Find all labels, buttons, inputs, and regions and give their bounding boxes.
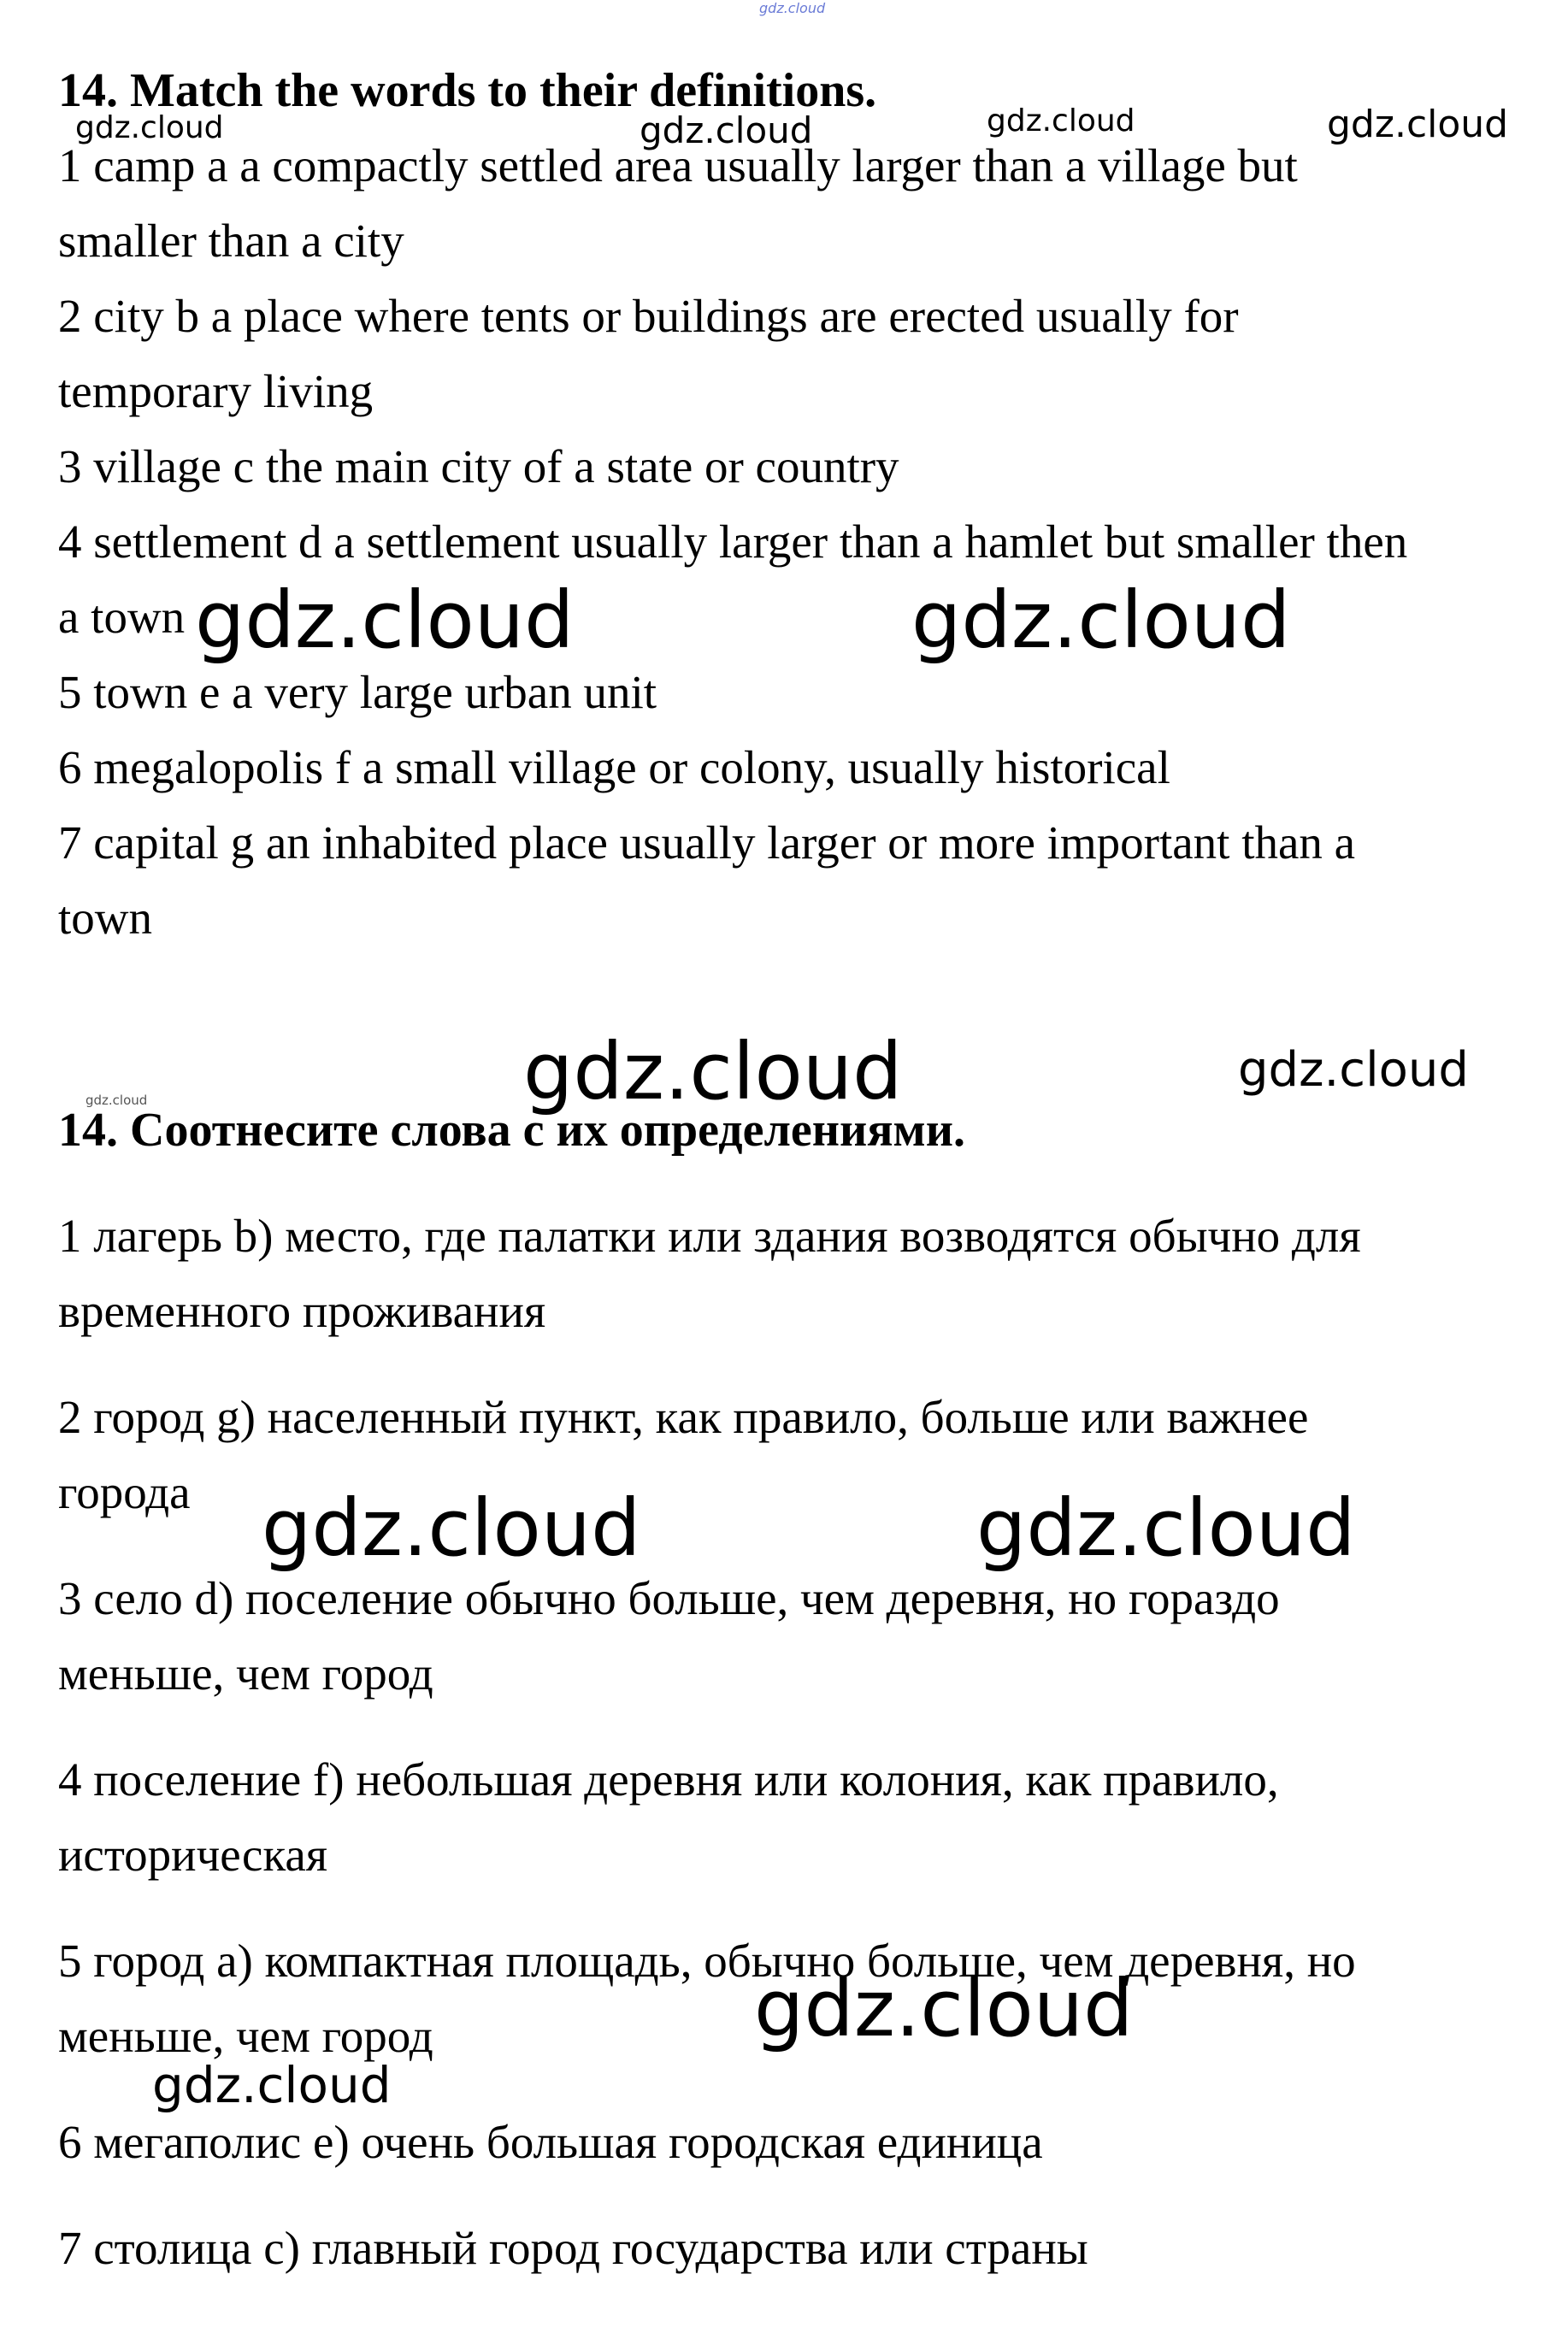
watermark: gdz.cloud bbox=[85, 1093, 148, 1108]
russian-line-11: 6 мегаполис e) очень большая городская единица bbox=[58, 2116, 1043, 2168]
russian-line-2: временного проживания bbox=[58, 1285, 546, 1337]
russian-line-8: историческая bbox=[58, 1829, 328, 1881]
russian-line-9: 5 город a) компактная площадь, обычно больше, чем деревня, но bbox=[58, 1935, 1356, 1987]
russian-line-4: города bbox=[58, 1466, 191, 1518]
watermark: gdz.cloud bbox=[523, 1026, 903, 1117]
watermark: gdz.cloud bbox=[1238, 1042, 1469, 1098]
russian-line-7: 4 поселение f) небольшая деревня или колония, как правило, bbox=[58, 1753, 1279, 1806]
english-line-1: 1 camp a a compactly settled area usually larger than a village but bbox=[58, 139, 1298, 191]
english-line-5: 3 village c the main city of a state or country bbox=[58, 440, 899, 492]
watermark: gdz.cloud bbox=[152, 2056, 392, 2114]
english-line-2: smaller than a city bbox=[58, 215, 404, 267]
russian-line-1: 1 лагерь b) место, где палатки или здания возводятся обычно для bbox=[58, 1210, 1361, 1262]
english-line-6: 4 settlement d a settlement usually larger than a hamlet but smaller then bbox=[58, 516, 1408, 568]
watermark: gdz.cloud bbox=[75, 110, 224, 145]
english-line-4: temporary living bbox=[58, 365, 374, 417]
watermark: gdz.cloud bbox=[195, 574, 575, 666]
english-line-10: 7 capital g an inhabited place usually larger or more important than a bbox=[58, 816, 1356, 869]
watermark: gdz.cloud bbox=[987, 103, 1135, 138]
russian-line-10: меньше, чем город bbox=[58, 2010, 433, 2062]
watermark-top: gdz.cloud bbox=[759, 0, 826, 16]
russian-line-5: 3 село d) поселение обычно больше, чем деревня, но гораздо bbox=[58, 1572, 1280, 1624]
watermark: gdz.cloud bbox=[262, 1482, 641, 1574]
english-line-8: 5 town e a very large urban unit bbox=[58, 666, 657, 718]
english-line-11: town bbox=[58, 892, 152, 944]
watermark: gdz.cloud bbox=[754, 1963, 1134, 2054]
english-heading: 14. Match the words to their definitions. bbox=[58, 64, 877, 117]
watermark: gdz.cloud bbox=[1327, 103, 1509, 146]
russian-heading: 14. Соотнесите слова с их определениями. bbox=[58, 1104, 965, 1157]
watermark: gdz.cloud bbox=[911, 574, 1291, 666]
russian-line-3: 2 город g) населенный пункт, как правило, больше или важнее bbox=[58, 1391, 1309, 1443]
watermark: gdz.cloud bbox=[640, 109, 813, 151]
russian-line-12: 7 столица c) главный город государства или страны bbox=[58, 2222, 1088, 2274]
english-line-3: 2 city b a place where tents or buildings are erected usually for bbox=[58, 290, 1239, 342]
english-line-9: 6 megalopolis f a small village or colony, usually historical bbox=[58, 741, 1170, 793]
english-line-7: a town bbox=[58, 591, 186, 643]
russian-line-6: меньше, чем город bbox=[58, 1647, 433, 1700]
watermark: gdz.cloud bbox=[976, 1482, 1356, 1574]
